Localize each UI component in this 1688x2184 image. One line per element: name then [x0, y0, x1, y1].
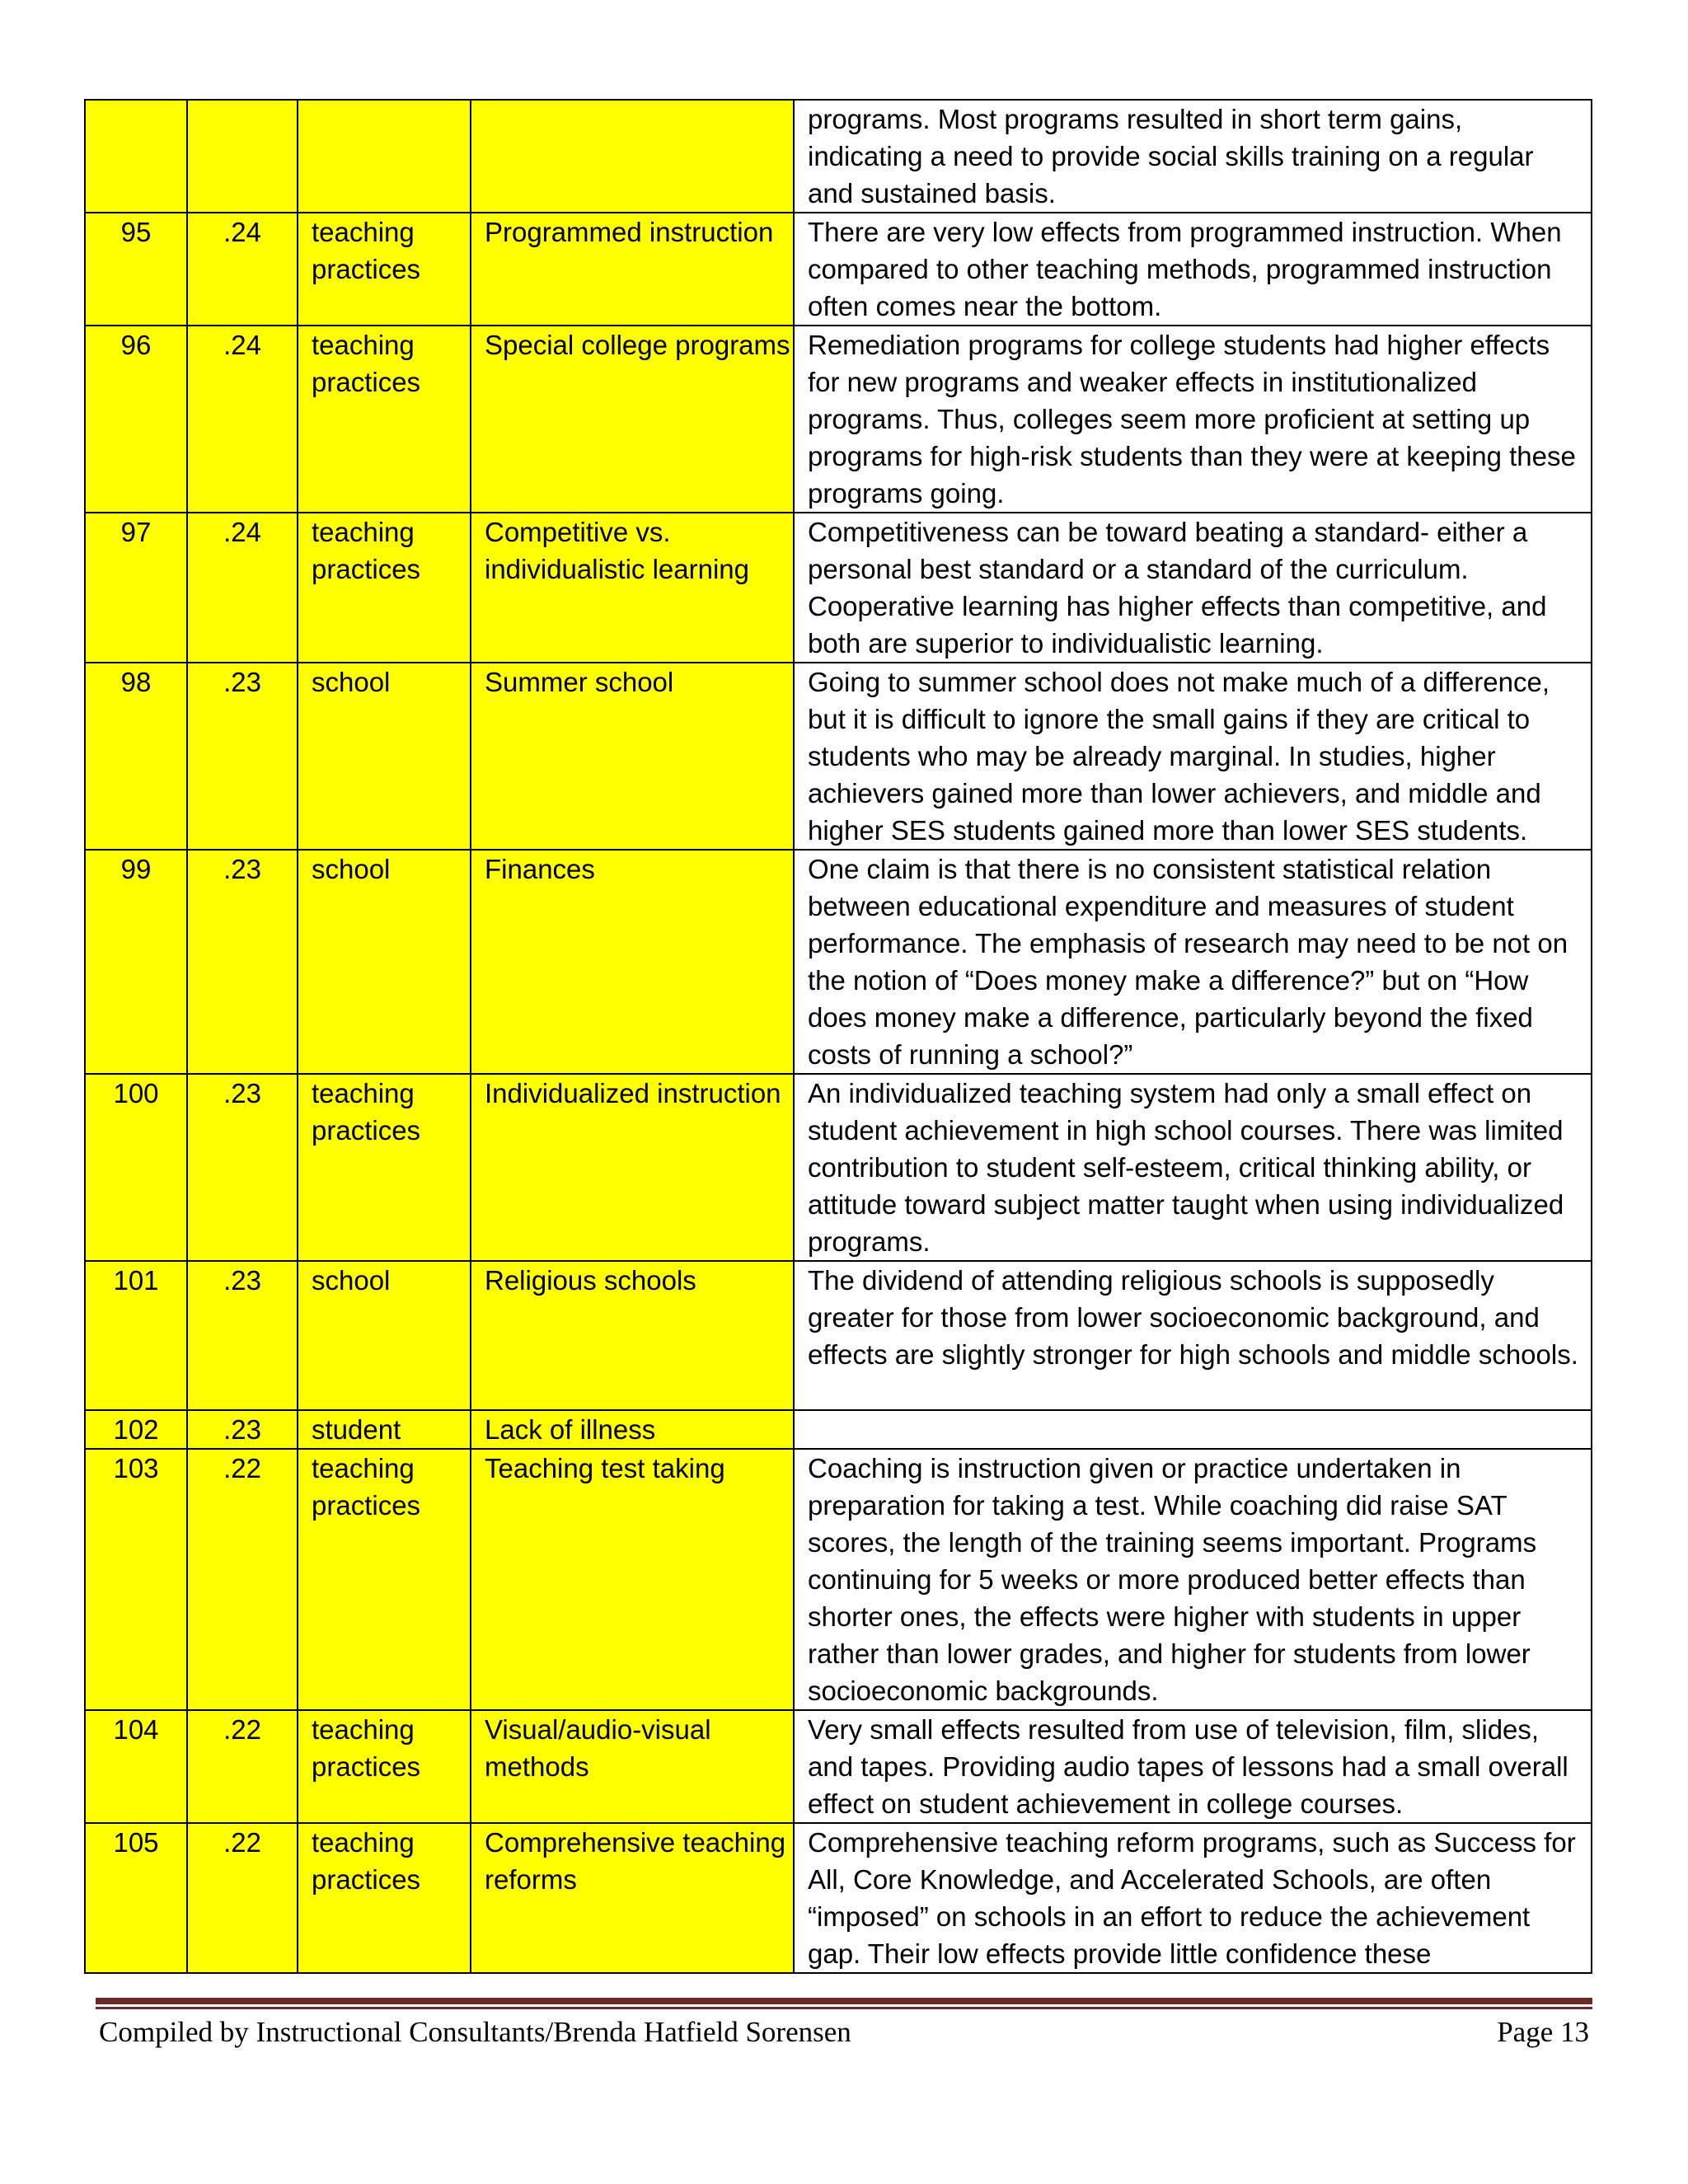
- description-cell: The dividend of attending religious schools is supposedly greater for those from lower socioeconomic background, and effects are slightly stronger for high schools and middle schools.: [794, 1261, 1592, 1410]
- category-cell: teaching practices: [298, 513, 471, 663]
- table-row: [85, 1410, 1592, 1449]
- page-number: Page 13: [1497, 2016, 1589, 2048]
- rank-cell: 105: [85, 1823, 187, 1973]
- effect-size-cell: .23: [187, 663, 298, 850]
- description-cell: programs. Most programs resulted in short term gains, indicating a need to provide social skills training on a regular and sustained basis.: [794, 100, 1592, 213]
- influence-cell: [471, 100, 794, 213]
- table-row: [85, 326, 1592, 513]
- description-cell: One claim is that there is no consistent statistical relation between educational expenditure and measures of student performance. The emphasis of research may need to be not on the notion of “Does money make a difference?” but on “How does money make a difference, particularly beyond the fixed costs of running a school?”: [794, 850, 1592, 1074]
- category-cell: teaching practices: [298, 1823, 471, 1973]
- table-row: [85, 213, 1592, 326]
- table-row: [85, 1261, 1592, 1410]
- table-row: [85, 663, 1592, 850]
- table-row: [85, 1074, 1592, 1261]
- category-cell: school: [298, 850, 471, 1074]
- footer-rule: [96, 1998, 1592, 2011]
- influence-cell: Teaching test taking: [471, 1449, 794, 1710]
- influence-cell: Competitive vs. individualistic learning: [471, 513, 794, 663]
- effect-size-cell: .23: [187, 1410, 298, 1449]
- effect-size-cell: .23: [187, 1074, 298, 1261]
- rank-cell: 101: [85, 1261, 187, 1410]
- table-row: [85, 1449, 1592, 1710]
- effect-size-cell: [187, 100, 298, 213]
- category-cell: teaching practices: [298, 1074, 471, 1261]
- rank-cell: 98: [85, 663, 187, 850]
- effect-size-cell: .22: [187, 1710, 298, 1823]
- influence-cell: Visual/audio-visual methods: [471, 1710, 794, 1823]
- rank-cell: 100: [85, 1074, 187, 1261]
- effect-size-cell: .22: [187, 1449, 298, 1710]
- category-cell: teaching practices: [298, 1710, 471, 1823]
- influence-cell: Comprehensive teaching reforms: [471, 1823, 794, 1973]
- category-cell: school: [298, 1261, 471, 1410]
- footer-rule-thick: [96, 1998, 1592, 2004]
- effects-table: [84, 99, 1592, 1974]
- rank-cell: [85, 100, 187, 213]
- footer-rule-thin: [96, 2007, 1592, 2009]
- effect-size-cell: .24: [187, 213, 298, 326]
- description-cell: Going to summer school does not make much of a difference, but it is difficult to ignore the small gains if they are critical to students who may be already marginal. In studies, higher achievers gained more than lower achievers, and middle and higher SES students gained more than lower SES students.: [794, 663, 1592, 850]
- rank-cell: 99: [85, 850, 187, 1074]
- effect-size-cell: .22: [187, 1823, 298, 1973]
- description-cell: An individualized teaching system had only a small effect on student achievement in high school courses. There was limited contribution to student self-esteem, critical thinking ability, or attitude toward subject matter taught when using individualized programs.: [794, 1074, 1592, 1261]
- table-row: [85, 850, 1592, 1074]
- influence-cell: Programmed instruction: [471, 213, 794, 326]
- effect-size-cell: .24: [187, 326, 298, 513]
- rank-cell: 95: [85, 213, 187, 326]
- effect-size-cell: .23: [187, 850, 298, 1074]
- influence-cell: Special college programs: [471, 326, 794, 513]
- category-cell: teaching practices: [298, 213, 471, 326]
- effect-size-cell: .24: [187, 513, 298, 663]
- influence-cell: Finances: [471, 850, 794, 1074]
- description-cell: There are very low effects from programmed instruction. When compared to other teaching methods, programmed instruction often comes near the bottom.: [794, 213, 1592, 326]
- table-row: [85, 1710, 1592, 1823]
- category-cell: [298, 100, 471, 213]
- rank-cell: 97: [85, 513, 187, 663]
- rank-cell: 96: [85, 326, 187, 513]
- table-row: [85, 513, 1592, 663]
- category-cell: teaching practices: [298, 1449, 471, 1710]
- influence-cell: Individualized instruction: [471, 1074, 794, 1261]
- rank-cell: 104: [85, 1710, 187, 1823]
- description-cell: Remediation programs for college students had higher effects for new programs and weaker effects in institutionalized programs. Thus, colleges seem more proficient at setting up programs for high-risk students than they were at keeping these programs going.: [794, 326, 1592, 513]
- description-cell: Very small effects resulted from use of television, film, slides, and tapes. Providing audio tapes of lessons had a small overall effect on student achievement in college courses.: [794, 1710, 1592, 1823]
- description-cell: Competitiveness can be toward beating a standard- either a personal best standard or a standard of the curriculum. Cooperative learning has higher effects than competitive, and both are superior to individualistic learning.: [794, 513, 1592, 663]
- table-row: [85, 100, 1592, 213]
- description-cell: [794, 1410, 1592, 1449]
- category-cell: teaching practices: [298, 326, 471, 513]
- rank-cell: 103: [85, 1449, 187, 1710]
- category-cell: student: [298, 1410, 471, 1449]
- influence-cell: Lack of illness: [471, 1410, 794, 1449]
- footer-credit: Compiled by Instructional Consultants/Brenda Hatfield Sorensen: [99, 2016, 851, 2048]
- description-cell: Coaching is instruction given or practice undertaken in preparation for taking a test. While coaching did raise SAT scores, the length of the training seems important. Programs continuing for 5 weeks or more produced better effects than shorter ones, the effects were higher with students in upper rather than lower grades, and higher for students from lower socioeconomic backgrounds.: [794, 1449, 1592, 1710]
- description-cell: Comprehensive teaching reform programs, such as Success for All, Core Knowledge, and Accelerated Schools, are often “imposed” on schools in an effort to reduce the achievement gap. Their low effects provide little confidence these: [794, 1823, 1592, 1973]
- table-row: [85, 1823, 1592, 1973]
- influence-cell: Summer school: [471, 663, 794, 850]
- category-cell: school: [298, 663, 471, 850]
- influence-cell: Religious schools: [471, 1261, 794, 1410]
- rank-cell: 102: [85, 1410, 187, 1449]
- effect-size-cell: .23: [187, 1261, 298, 1410]
